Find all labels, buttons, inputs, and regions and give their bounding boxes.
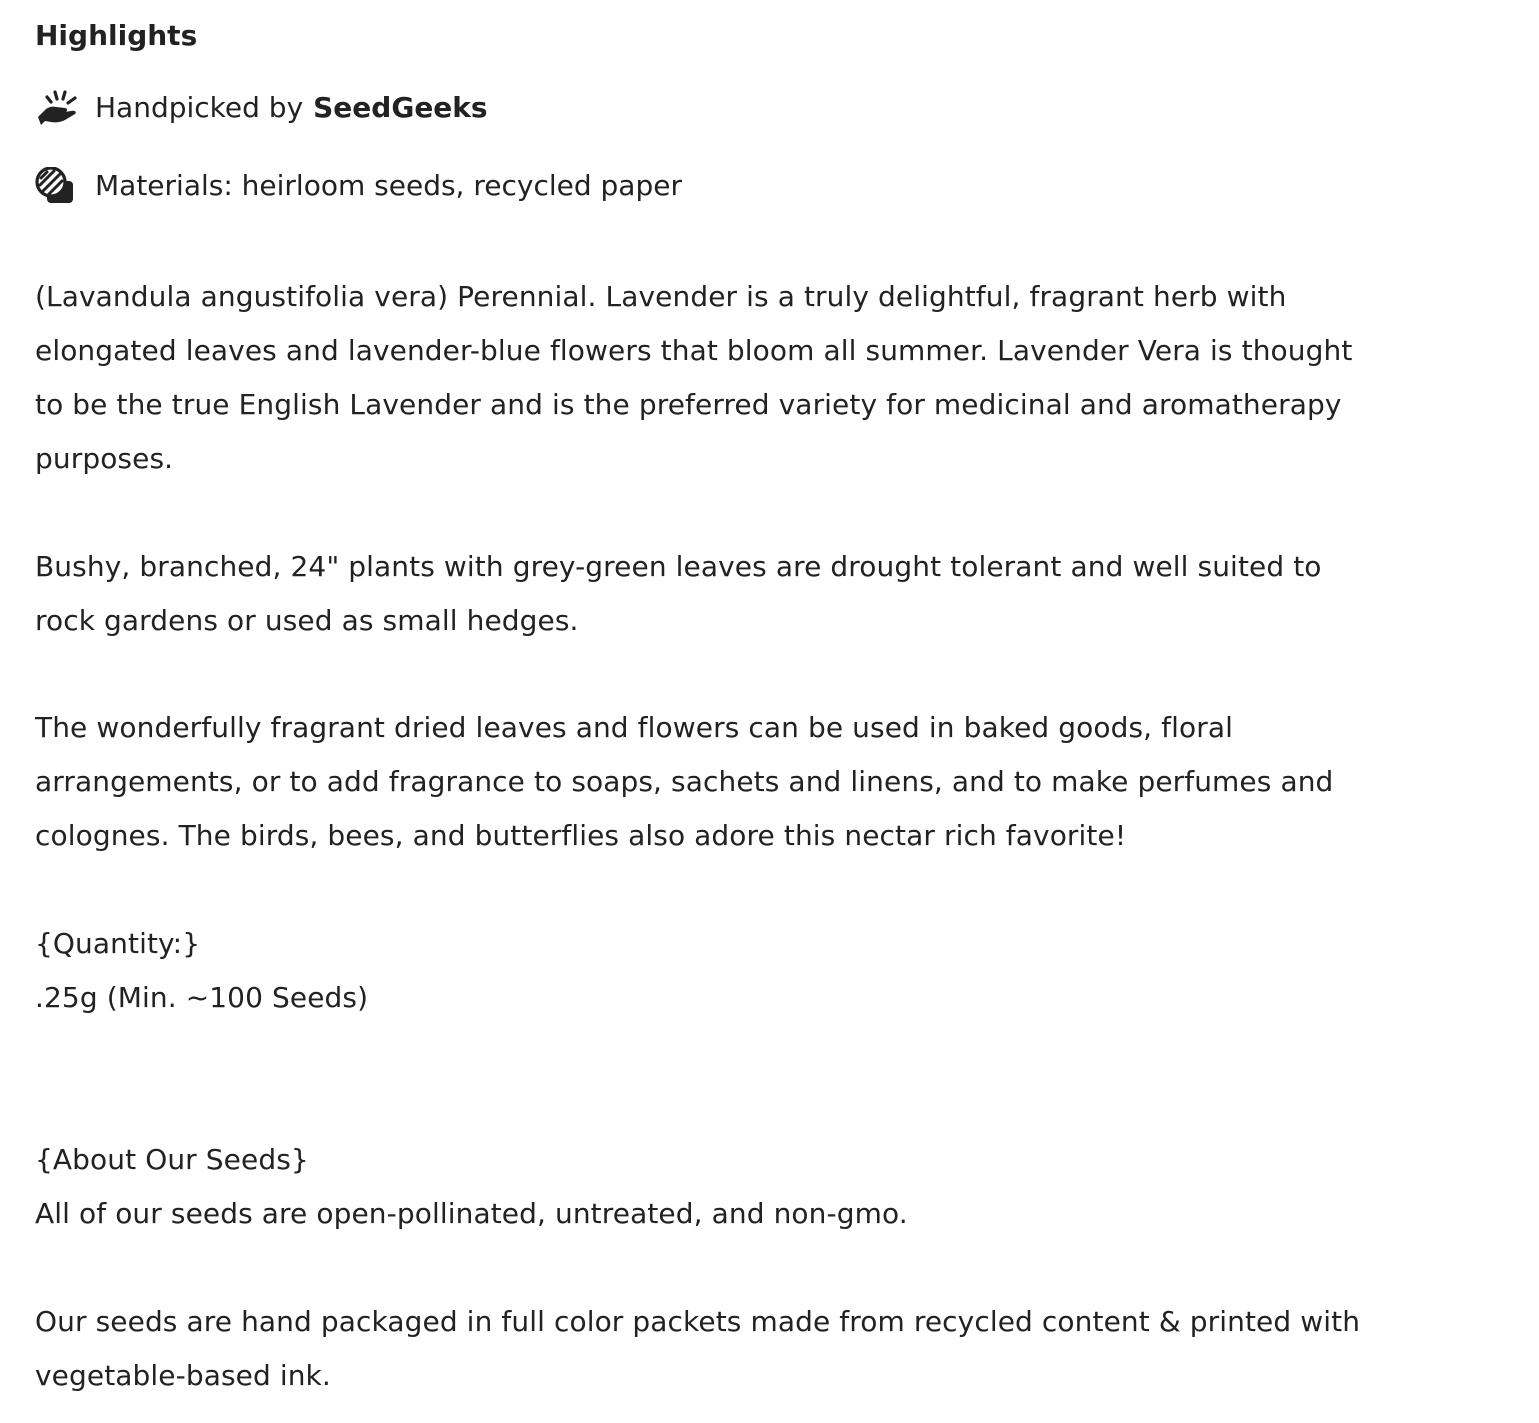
quantity-section xyxy=(35,917,1515,1025)
description-line: arrangements, or to add fragrance to soaps, sachets and linens, and to make perfumes and xyxy=(35,765,1334,798)
about-seeds-text: All of our seeds are open-pollinated, untreated, and non-gmo. xyxy=(35,1197,908,1230)
packaging-paragraph xyxy=(35,1295,1515,1403)
hand-sparkle-icon xyxy=(35,88,81,128)
about-seeds-section xyxy=(35,1133,1515,1241)
materials-text: Materials: heirloom seeds, recycled paper xyxy=(95,169,682,202)
highlights-heading: Highlights xyxy=(35,19,198,52)
shop-name-link[interactable]: SeedGeeks xyxy=(313,91,488,124)
description-line: rock gardens or used as small hedges. xyxy=(35,604,579,637)
description-line: elongated leaves and lavender-blue flowers that bloom all summer. Lavender Vera is thought xyxy=(35,334,1353,367)
description-line: purposes. xyxy=(35,442,174,475)
highlight-materials xyxy=(35,166,682,206)
highlight-handpicked xyxy=(35,88,488,128)
description-line: (Lavandula angustifolia vera) Perennial. Lavender is a truly delightful, fragrant herb with xyxy=(35,280,1287,313)
description-paragraph-2 xyxy=(35,540,1515,648)
description-paragraph-3 xyxy=(35,701,1515,863)
description-line: vegetable-based ink. xyxy=(35,1359,331,1392)
handpicked-prefix: Handpicked by xyxy=(95,91,304,124)
description-line: The wonderfully fragrant dried leaves and flowers can be used in baked goods, floral xyxy=(35,711,1234,744)
materials-icon xyxy=(35,166,81,206)
about-seeds-heading: {About Our Seeds} xyxy=(35,1143,309,1176)
quantity-heading: {Quantity:} xyxy=(35,927,201,960)
quantity-value: .25g (Min. ~100 Seeds) xyxy=(35,981,369,1014)
description-line: colognes. The birds, bees, and butterflies also adore this nectar rich favorite! xyxy=(35,819,1127,852)
description-line: to be the true English Lavender and is the preferred variety for medicinal and aromatherapy xyxy=(35,388,1342,421)
description-line: Bushy, branched, 24" plants with grey-green leaves are drought tolerant and well suited to xyxy=(35,550,1322,583)
description-line: Our seeds are hand packaged in full color packets made from recycled content & printed with xyxy=(35,1305,1361,1338)
description-paragraph-1 xyxy=(35,270,1515,486)
